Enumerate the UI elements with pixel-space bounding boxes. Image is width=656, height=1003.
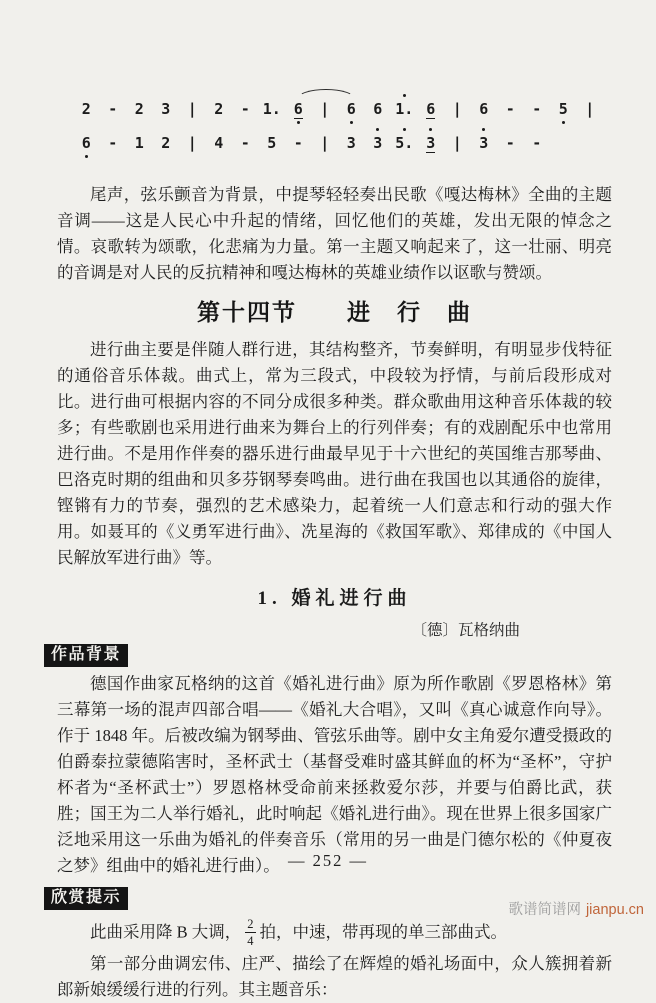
section-intro-paragraph: 进行曲主要是伴随人群行进，其结构整齐，节奏鲜明，有明显步伐特征的通俗音乐体裁。曲式上，常为三段式，中段较为抒情，与前后段形成对比。进行曲可根据内容的不同分成很多种类。群众歌曲用这种音乐体裁的较多；有些歌剧也采用进行曲来为舞台上的行列伴奏；有的戏剧配乐中也常用进行曲。不是用作伴奏的器乐进行曲最早见于十六世纪的英国维吉那琴曲、巴洛克时期的组曲和贝多芬钢琴奏鸣曲。进行曲在我国也以其通俗的旋律，铿锵有力的节奏，强烈的艺术感染力，起着统一人们意志和行动的强大作用。如聂耳的《义勇军进行曲》、冼星海的《救国军歌》、郑律成的《中国人民解放军进行曲》等。 bbox=[57, 340, 612, 567]
jianpu-note: - bbox=[505, 134, 515, 152]
watermark-site-url: jianpu.cn bbox=[585, 902, 644, 918]
jianpu-note: 5. bbox=[395, 134, 414, 152]
jianpu-note: 1. bbox=[395, 100, 414, 118]
jianpu-note: 3 bbox=[373, 134, 383, 152]
jianpu-note: - bbox=[505, 100, 515, 118]
tips-text-before-fraction: 此曲采用降 B 大调， bbox=[90, 922, 242, 942]
tips-paragraph-1 bbox=[57, 918, 612, 947]
tips-paragraph-2: 第一部分曲调宏伟、庄严、描绘了在辉煌的婚礼场面中，众人簇拥着新郎新娘缓缓行进的行列。其主题音乐： bbox=[57, 954, 612, 999]
watermark-site-name: 歌谱简谱网 bbox=[508, 902, 581, 918]
section-title: 第十四节 进 行 曲 bbox=[197, 300, 472, 325]
jianpu-note: 2 bbox=[214, 100, 224, 118]
barline: | bbox=[452, 100, 462, 118]
jianpu-note: 5 bbox=[267, 134, 277, 152]
time-signature-numerator: 2 bbox=[247, 917, 254, 931]
jianpu-note: 6 bbox=[479, 100, 489, 118]
time-signature-denominator: 4 bbox=[247, 933, 254, 948]
jianpu-note: 3 bbox=[346, 134, 356, 152]
page-number: — 252 — bbox=[288, 851, 368, 870]
jianpu-note: 6 bbox=[426, 100, 436, 118]
jianpu-note: 3 bbox=[479, 134, 489, 152]
background-paragraph: 德国作曲家瓦格纳的这首《婚礼进行曲》原为所作歌剧《罗恩格林》第三幕第一场的混声四部合唱——《婚礼大合唱》，又叫《真心诚意作向导》。作于 1848 年。后被改编为钢琴曲、管弦乐曲等。剧中女主角爱尔遭受摄政的伯爵泰拉蒙德陷害时，圣杯武士（基督受难时盛其鲜血的杯为“圣杯”，守护杯者为“圣杯武士”）罗恩格林受命前来拯救爱尔莎，并要与伯爵比武，获胜；国王为二人举行婚礼，此时响起《婚礼进行曲》。现在世界上很多国家广泛地采用这一乐曲为婚礼的伴奏音乐（常用的另一曲是门德尔松的《仲夏夜之梦》组曲中的婚礼进行曲）。 bbox=[57, 674, 612, 875]
piece-title: 1. 婚礼进行曲 bbox=[257, 588, 412, 609]
barline: | bbox=[320, 100, 330, 118]
composer-credit: 〔德〕瓦格纳曲 bbox=[411, 622, 520, 639]
barline: | bbox=[452, 134, 462, 152]
jianpu-note: - bbox=[293, 134, 303, 152]
background-label: 作品背景 bbox=[44, 644, 128, 667]
jianpu-note: 3 bbox=[161, 100, 171, 118]
jianpu-note: 2 bbox=[81, 100, 91, 118]
time-signature-fraction bbox=[245, 918, 255, 947]
barline: | bbox=[187, 134, 197, 152]
background-label-row bbox=[51, 644, 612, 667]
jianpu-note: - bbox=[240, 134, 250, 152]
barline: | bbox=[187, 100, 197, 118]
jianpu-note: - bbox=[240, 100, 250, 118]
jianpu-note: 6 bbox=[293, 100, 303, 118]
tips-text-after-fraction: 拍，中速，带再现的单三部曲式。 bbox=[259, 922, 508, 942]
jianpu-note: - bbox=[532, 134, 542, 152]
watermark bbox=[508, 898, 644, 919]
jianpu-note: 6 bbox=[346, 100, 356, 118]
barline: | bbox=[585, 100, 595, 118]
jianpu-note: - bbox=[108, 100, 118, 118]
coda-paragraph: 尾声，弦乐颤音为背景，中提琴轻轻奏出民歌《嘎达梅林》全曲的主题音调——这是人民心中升起的情绪，回忆他们的英雄，发出无限的悼念之情。哀歌转为颂歌，化悲痛为力量。第一主题又响起来了，这一壮丽、明亮的音调是对人民的反抗精神和嘎达梅林的英雄业绩作以讴歌与赞颂。 bbox=[57, 185, 612, 282]
jianpu-note: 2 bbox=[161, 134, 171, 152]
music-notation bbox=[73, 98, 612, 158]
jianpu-note: 6 bbox=[81, 134, 91, 152]
jianpu-note: - bbox=[532, 100, 542, 118]
jianpu-note: 5 bbox=[558, 100, 568, 118]
jianpu-note: 1 bbox=[134, 134, 144, 152]
jianpu-note: 2 bbox=[134, 100, 144, 118]
tips-label: 欣赏提示 bbox=[44, 887, 128, 910]
jianpu-note: 6 bbox=[373, 100, 383, 118]
jianpu-line-1 bbox=[73, 98, 612, 124]
barline: | bbox=[320, 134, 330, 152]
jianpu-line-2 bbox=[73, 132, 612, 158]
jianpu-note: 4 bbox=[214, 134, 224, 152]
jianpu-note: - bbox=[108, 134, 118, 152]
jianpu-note: 3 bbox=[426, 134, 436, 152]
jianpu-note: 1. bbox=[262, 100, 281, 118]
slur-arc bbox=[297, 89, 355, 99]
